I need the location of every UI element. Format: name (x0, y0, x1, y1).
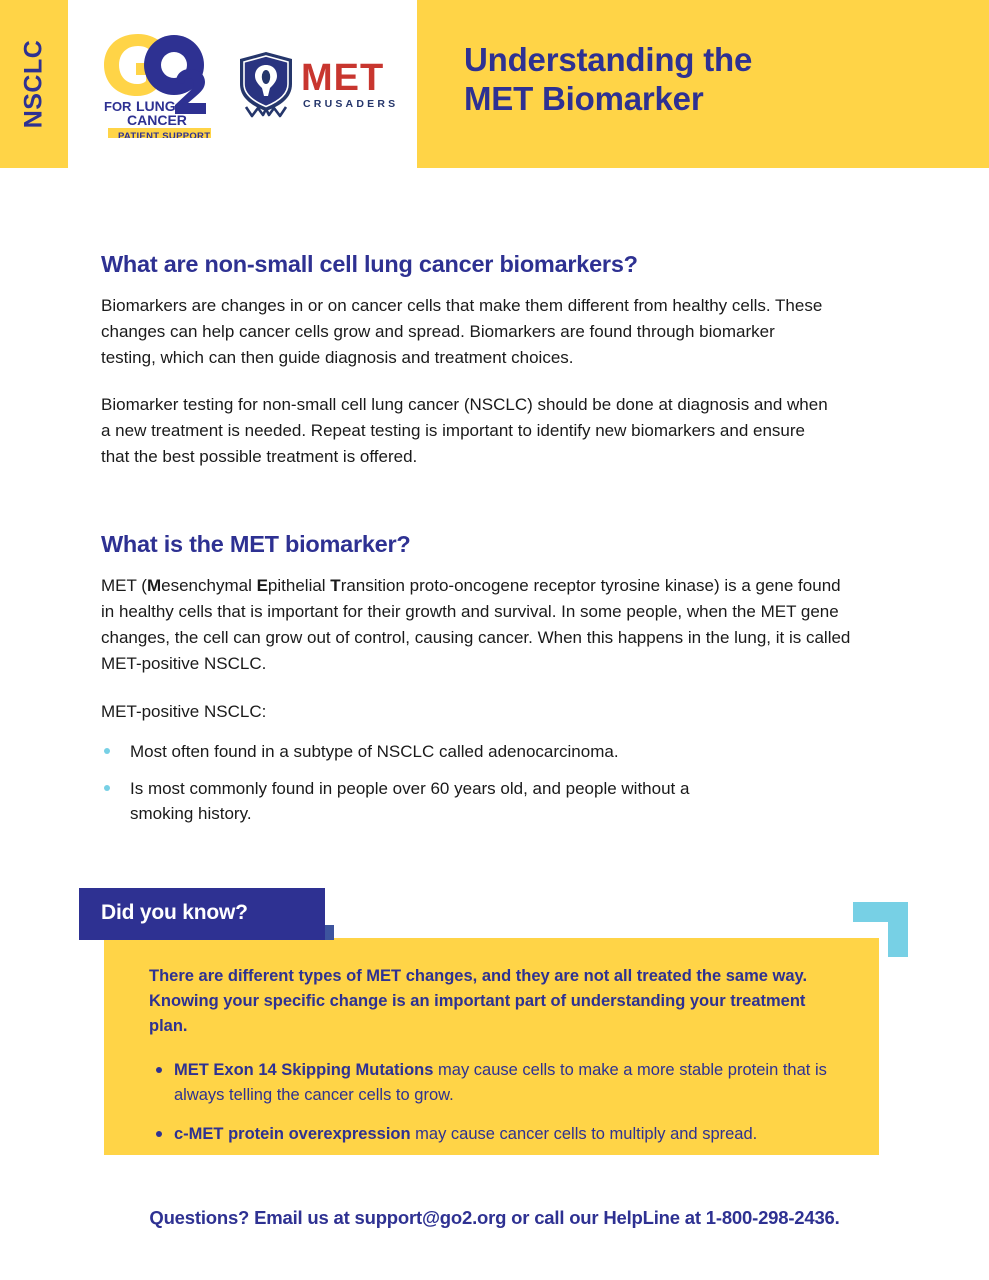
svg-text:CRUSADERS: CRUSADERS (303, 98, 399, 110)
did-you-know-panel (104, 938, 879, 1155)
met-text-after-e: pithelial (267, 576, 331, 595)
list-item-label: may cause cancer cells to multiply and spread. (410, 1124, 758, 1143)
go2-for-lung-cancer-logo (100, 30, 218, 138)
bullet-dot-icon (104, 748, 110, 754)
did-you-know-label: Did you know? (101, 901, 248, 924)
svg-text:LUNG: LUNG (136, 98, 176, 114)
list-item (149, 1122, 839, 1147)
met-initial-m: M (146, 576, 162, 595)
met-positive-bullet-list (101, 739, 861, 827)
svg-text:FOR: FOR (104, 99, 132, 114)
section-heading-met: What is the MET biomarker? (101, 531, 411, 557)
section-heading-biomarkers: What are non-small cell lung cancer biomarkers? (101, 251, 638, 277)
list-item-label: Most often found in a subtype of NSCLC called adenocarcinoma. (130, 742, 619, 761)
footer-contact: Questions? Email us at support@go2.org or call our HelpLine at 1-800-298-2436. (149, 1207, 840, 1228)
page-title-line-1: Understanding the (464, 41, 753, 78)
list-item-term: MET Exon 14 Skipping Mutations (174, 1061, 434, 1080)
nsclc-side-tab (0, 0, 68, 168)
svg-text:MET: MET (301, 57, 385, 99)
section-biomarkers (101, 251, 841, 470)
page-title-line-2: MET Biomarker (464, 79, 704, 117)
header-title-block (417, 0, 989, 168)
list-item (101, 776, 701, 827)
section-paragraph: Biomarker testing for non-small cell lung cancer (NSCLC) should be done at diagnosis and when a new treatment is needed. Repeat testing is important to identify new biomarkers and ensure that the best possible treatment is offered. (101, 395, 828, 466)
did-you-know-header (79, 888, 325, 940)
met-text-after-t: ransition proto-oncogene receptor tyrosine kinase) is a gene found in healthy cells that is important for their growth and survival. In some people, when the MET gene changes, the cell can grow out of control, causing cancer. When this happens in the lung, it is called MET-positive NSCLC. (101, 576, 851, 673)
met-initial-t: T (330, 576, 341, 595)
list-item-term: c-MET protein overexpression (174, 1124, 411, 1143)
bullet-dot-icon (156, 1067, 162, 1073)
did-you-know-callout (0, 888, 989, 1178)
section-paragraph: Biomarkers are changes in or on cancer cells that make them different from healthy cells. These changes can help cancer cells grow and spread. Biomarkers are found through biomarker testing, which can then guide diagnosis and treatment choices. (101, 296, 823, 367)
list-item-label: may cause cells to make a more stable protein that is always telling the cancer cells to grow. (174, 1061, 827, 1104)
svg-text:CANCER: CANCER (127, 112, 187, 128)
list-item-label: Is most commonly found in people over 60 years old, and people without a smoking history. (130, 778, 690, 823)
met-positive-lead-in: MET-positive NSCLC: (101, 702, 267, 721)
did-you-know-bullet-list (149, 1058, 839, 1146)
bullet-dot-icon (156, 1131, 162, 1137)
met-initial-e: E (256, 576, 268, 595)
did-you-know-intro: There are different types of MET changes, and they are not all treated the same way. Knowing your specific change is an important part of understanding your treatment plan. (149, 967, 808, 1036)
section-paragraph-met (101, 573, 853, 677)
did-you-know-body (149, 964, 839, 1160)
list-item (101, 739, 861, 765)
svg-text:PATIENT SUPPORT: PATIENT SUPPORT (118, 131, 211, 138)
bullet-dot-icon (104, 785, 110, 791)
section-met-biomarker (101, 531, 861, 838)
met-crusaders-logo (236, 48, 400, 120)
page-title (464, 41, 752, 119)
logo-zone (68, 0, 417, 168)
list-item (149, 1058, 839, 1108)
nsclc-side-tab-label: NSCLC (19, 39, 48, 129)
met-text-after-m: esenchymal (161, 576, 257, 595)
met-text-prefix: MET ( (101, 576, 147, 595)
